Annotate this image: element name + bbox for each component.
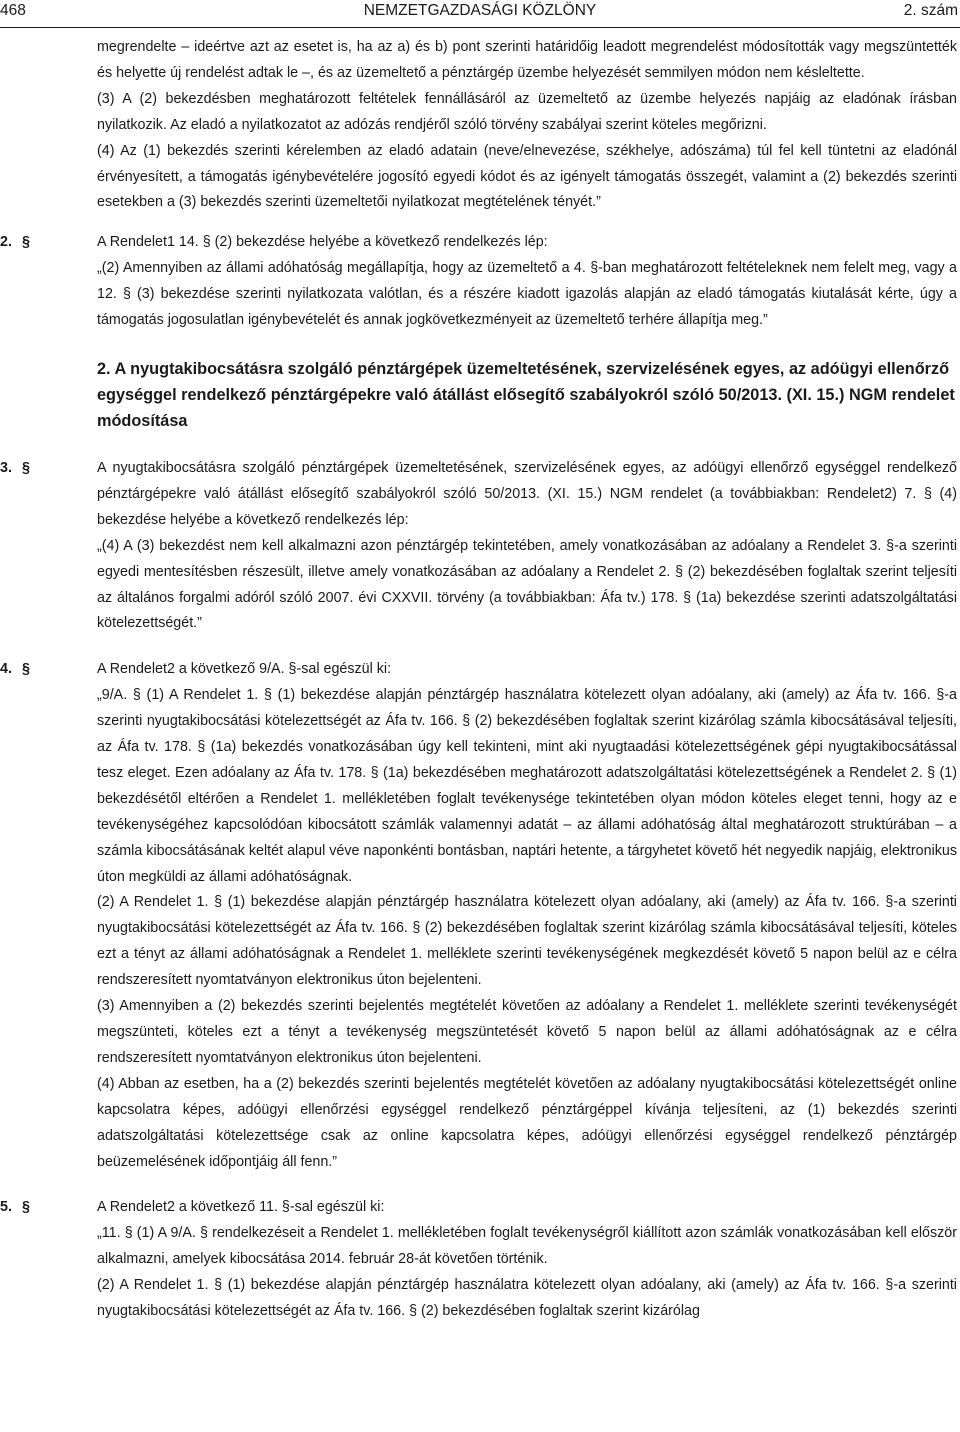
section-number: 3.: [0, 459, 12, 476]
paragraph: A Rendelet2 a következő 9/A. §-sal egészül ki:: [97, 661, 392, 678]
paragraph: (3) Amennyiben a (2) bekezdés szerinti bejelentés megtételét követően az adóalany a Rendelet 1. melléklete szerinti tevékenységét megszünteti, köteles ezt a tényt a tevékenység megszüntetését követő 5 napon belül az állami adóhatóságnak az e célra rendszeresített nyomtatványon elektronikus úton bejelenteni.: [97, 998, 957, 1066]
paragraph: (4) Az (1) bekezdés szerinti kérelemben az eladó adatain (neve/elnevezése, székhelye, adószáma) túl fel kell tüntetni az eladónál érvényesített, a támogatás igénybevételére jogosító egyedi kódot és az igényelt támogatás összegét, valamint a (2) bekezdés szerinti esetekben a (3) bekezdés szerinti üzemeltetői nyilatkozat megtételének tényét.”: [97, 142, 957, 211]
chapter-heading: 2. A nyugtakibocsátásra szolgáló pénztárgépek üzemeltetésének, szervizelésének egyes, az adóügyi ellenőrző egységgel rendelkező pénztárgépekre való átállást elősegítő szabályokról szóló 50/2013. (XI. 15.) NGM rendelet módosítása: [97, 359, 955, 430]
section-sign: §: [22, 459, 30, 476]
paragraph: megrendelte – ideértve azt az esetet is, ha az a) és b) pont szerinti határidőig leadott megrendelést módosították vagy megszüntették és helyette új rendelést adtak le –, és az üzemeltető a pénztárgép üzembe helyezését semmilyen módon nem késleltette.: [97, 39, 957, 81]
page-number: 468: [0, 2, 26, 19]
paragraph: (2) A Rendelet 1. § (1) bekezdése alapján pénztárgép használatra kötelezett olyan adóalany, aki (amely) az Áfa tv. 166. §-a szerinti nyugtakibocsátási kötelezettségét az Áfa tv. 166. § (2) bekezdésében foglaltak szerint kizárólag: [97, 1277, 957, 1320]
section-sign: §: [22, 234, 30, 251]
header-rule: [0, 27, 960, 28]
section-sign: §: [22, 1199, 30, 1216]
section-sign: §: [22, 661, 30, 678]
issue-number: 2. szám: [903, 2, 958, 19]
paragraph: „(4) A (3) bekezdést nem kell alkalmazni azon pénztárgép tekintetében, amely vonatkozásában az adóalany a Rendelet 3. §-a szerinti egyedi mentesítésben részesült, illetve amely vonatkozásában az adóalany a Rendelet 2. § (2) bekezdésében foglaltak szerint teljesíti az általános forgalmi adóról szóló 2007. évi CXXVII. törvény (a továbbiakban: Áfa tv.) 178. § (1a) bekezdése szerinti adatszolgáltatási kötelezettségét.”: [97, 537, 957, 632]
section-3: [0, 456, 957, 637]
paragraph: (4) Abban az esetben, ha a (2) bekezdés szerinti bejelentés megtételét követően az adóalany nyugtakibocsátási kötelezettségét online kapcsolatra képes, adóügyi ellenőrzési egységgel rendelkező pénztárgéppel kívánja teljesíteni, az (1) bekezdés szerinti adatszolgáltatási kötelezettsége csak az online kapcsolatra képes, adóügyi ellenőrzési egységgel rendelkező pénztárgép beüzemelésének időpontjáig áll fenn.”: [97, 1075, 957, 1170]
paragraph: „9/A. § (1) A Rendelet 1. § (1) bekezdése alapján pénztárgép használatra kötelezett olyan adóalany, aki (amely) az Áfa tv. 166. §-a szerinti nyugtakibocsátási kötelezettségét az Áfa tv. 166. § (2) bekezdésében foglaltak szerint kizárólag számla kibocsátásával teljesíti, az Áfa tv. 178. § (1a) bekezdés vonatkozásában úgy kell tekinteni, mint aki nyugtaadási kötelezettségének gépi nyugtakibocsátással tesz eleget. Ezen adóalany az Áfa tv. 178. § (1a) bekezdésében meghatározott adatszolgáltatási kötelezettségének a Rendelet 2. § (1) bekezdésétől eltérően a Rendelet 1. mellékletében foglalt tevékenysége tekintetében olyan módon köteles eleget tenni, hogy az e tevékenységéhez kapcsolódóan kibocsátott számlák valamennyi adatát – az állami adóhatóság által meghatározott struktúrában – a számla kibocsátásának keltét alapul véve naponkénti bontásban, naptári hetente, a tárgyhetet követő hét negyedik napjáig, elektronikus úton megküldi az állami adóhatóságnak.: [97, 687, 957, 885]
paragraph: A Rendelet2 a következő 11. §-sal egészül ki:: [97, 1199, 385, 1216]
paragraph: A Rendelet1 14. § (2) bekezdése helyébe a következő rendelkezés lép:: [97, 234, 548, 251]
paragraph: A nyugtakibocsátásra szolgáló pénztárgépek üzemeltetésének, szervizelésének egyes, az adóügyi ellenőrző egységgel rendelkező pénztárgépekre való átállást elősegítő szabályokról szóló 50/2013. (XI. 15.) NGM rendelet (a továbbiakban: Rendelet2) 7. § (4) bekezdése helyébe a következő rendelkezés lép:: [97, 459, 957, 528]
section-number: 5.: [0, 1199, 12, 1216]
section-number: 4.: [0, 661, 12, 678]
page-header: [0, 0, 960, 26]
section-2: [0, 230, 957, 334]
journal-title: NEMZETGAZDASÁGI KÖZLÖNY: [363, 2, 597, 19]
paragraph: „(2) Amennyiben az állami adóhatóság megállapítja, hogy az üzemeltető a 4. §-ban meghatározott feltételeknek nem felelt meg, vagy a 12. § (3) bekezdése szerinti nyilatkozata valótlan, és a részére kiadott igazolás alapján az eladó támogatás kiutalását kérte, úgy a támogatás jogosulatlan igénybevételét és annak jogkövetkezményeit az üzemeltető terhére állapítja meg.”: [97, 260, 957, 329]
paragraph: (3) A (2) bekezdésben meghatározott feltételek fennállásáról az üzemeltető az üzembe helyezés napjáig az eladónak írásban nyilatkozik. Az eladó a nyilatkozatot az adózás rendjéről szóló törvény szabályai szerint köteles megőrizni.: [97, 90, 957, 133]
document-body: [0, 35, 957, 1325]
section-number: 2.: [0, 234, 12, 251]
paragraph: (2) A Rendelet 1. § (1) bekezdése alapján pénztárgép használatra kötelezett olyan adóalany, aki (amely) az Áfa tv. 166. §-a szerinti nyugtakibocsátási kötelezettségét az Áfa tv. 166. § (2) bekezdésében foglaltak szerint kizárólag számla kibocsátásával teljesíti, köteles ezt a tényt az állami adóhatóságnak a Rendelet 1. melléklete szerinti tevékenységének megkezdését követő 5 napon belül az e célra rendszeresített nyomtatványon elektronikus úton bejelenteni.: [97, 894, 957, 989]
section-5: [0, 1195, 957, 1325]
paragraph: „11. § (1) A 9/A. § rendelkezéseit a Rendelet 1. mellékletében foglalt tevékenységről kiállított azon számlák vonatkozásában kell először alkalmazni, amelyek kibocsátása 2014. február 28-át követően történik.: [97, 1225, 957, 1268]
section-4: [0, 657, 957, 1175]
